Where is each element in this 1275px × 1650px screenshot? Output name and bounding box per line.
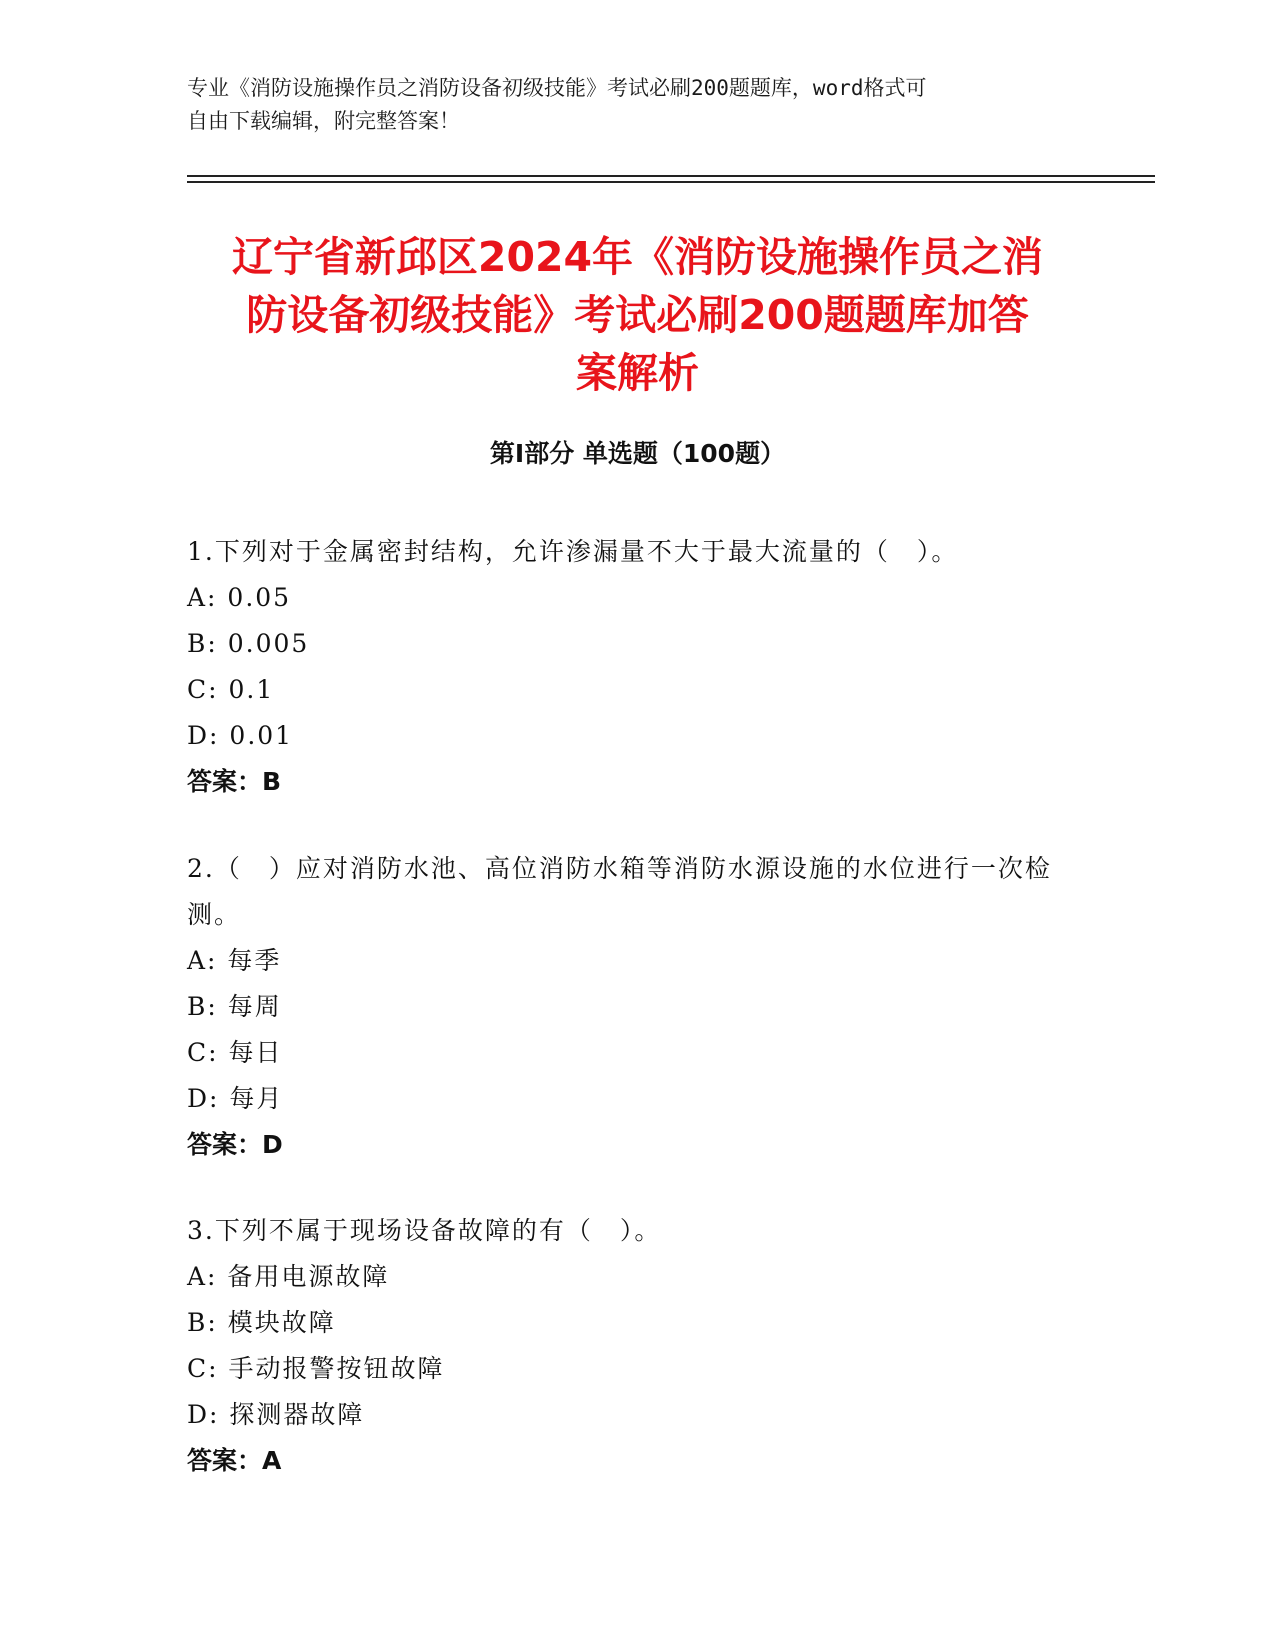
document-title-line-1: 辽宁省新邱区2024年《消防设施操作员之消 (231, 233, 1044, 281)
document-title (180, 228, 1095, 402)
answer-label: 答案：A (187, 1446, 282, 1475)
option-c: C: 每日 (187, 1038, 283, 1067)
option-d: D: 每月 (187, 1084, 284, 1113)
option-d: D: 0.01 (187, 721, 294, 750)
section-title: 第Ⅰ部分 单选题（100题） (489, 439, 786, 468)
answer-label: 答案：B (187, 767, 282, 796)
option-b: B: 每周 (187, 992, 282, 1021)
question-stem: 2.（ ）应对消防水池、高位消防水箱等消防水源设施的水位进行一次检测。 (187, 854, 1052, 929)
header-divider-bottom (187, 181, 1155, 183)
document-title-line-3: 案解析 (576, 349, 699, 397)
question-item (187, 529, 1067, 805)
option-b: B: 0.005 (187, 629, 310, 658)
option-b: B: 模块故障 (187, 1308, 336, 1337)
document-title-line-2: 防设备初级技能》考试必刷200题题库加答 (246, 291, 1029, 339)
question-stem: 1.下列对于金属密封结构，允许渗漏量不大于最大流量的（ ）。 (187, 537, 959, 566)
header-note (187, 72, 1067, 138)
option-c: C: 0.1 (187, 675, 275, 704)
option-a: A: 备用电源故障 (187, 1262, 390, 1291)
header-divider-top (187, 175, 1155, 177)
option-a: A: 每季 (187, 946, 282, 975)
option-c: C: 手动报警按钮故障 (187, 1354, 445, 1383)
option-a: A: 0.05 (187, 583, 292, 612)
question-item (187, 1208, 1067, 1484)
answer-label: 答案：D (187, 1130, 283, 1159)
option-d: D: 探测器故障 (187, 1400, 365, 1429)
header-note-line-2: 自由下载编辑，附完整答案！ (187, 109, 460, 133)
header-note-line-1: 专业《消防设施操作员之消防设备初级技能》考试必刷200题题库，word格式可 (187, 76, 927, 100)
question-item (187, 846, 1067, 1168)
question-stem: 3.下列不属于现场设备故障的有（ ）。 (187, 1216, 662, 1245)
